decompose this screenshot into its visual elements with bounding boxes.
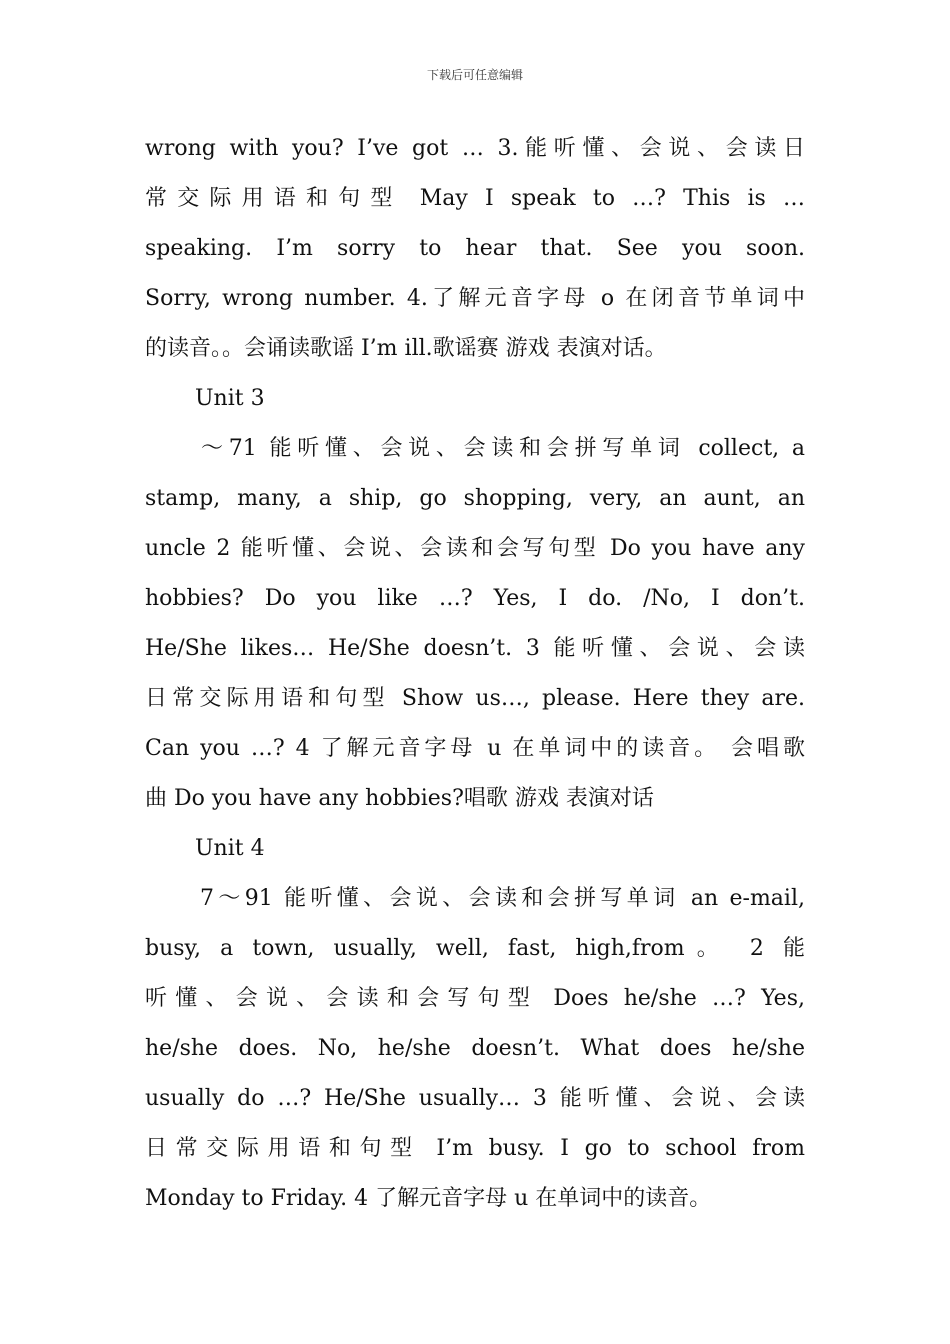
text-line: Monday to Friday. 4 了解元音字母 u 在单词中的读音。 <box>145 1186 712 1211</box>
text-line: hobbies? Do you like …? Yes, I do. /No, I don’t. <box>145 586 805 611</box>
text-line: He/She likes… He/She doesn’t. 3 能听懂、会说、会读 <box>145 636 805 661</box>
text-line: 的读音。。会诵读歌谣 I’m ill.歌谣赛 游戏 表演对话。 <box>145 336 667 361</box>
section-heading-unit-3: Unit 3 <box>195 386 265 411</box>
text-line: 曲 Do you have any hobbies?唱歌 游戏 表演对话 <box>145 786 654 811</box>
document-body <box>145 124 805 1224</box>
text-line: 日常交际用语和句型 Show us…, please. Here they are. <box>145 686 805 711</box>
text-line: 常交际用语和句型 May I speak to …? This is … <box>145 186 805 211</box>
text-line: usually do …? He/She usually… 3 能听懂、会说、会读 <box>145 1086 805 1111</box>
text-line: 听懂、会说、会读和会写句型 Does he/she …? Yes, <box>145 986 805 1011</box>
text-line: Can you …? 4 了解元音字母 u 在单词中的读音。 会唱歌 <box>145 736 805 761</box>
page-header: 下载后可任意编辑 <box>426 68 523 82</box>
text-line: uncle 2 能听懂、会说、会读和会写句型 Do you have any <box>145 536 805 561</box>
section-heading-unit-4: Unit 4 <box>195 836 265 861</box>
text-line: stamp, many, a ship, go shopping, very, an aunt, an <box>145 486 805 511</box>
text-line: speaking. I’m sorry to hear that. See you soon. <box>145 236 805 261</box>
text-line: he/she does. No, he/she doesn’t. What does he/she <box>145 1036 805 1061</box>
text-line: ～71 能听懂、会说、会读和会拼写单词 collect, a <box>201 436 805 461</box>
text-line: Sorry, wrong number. 4.了解元音字母 o 在闭音节单词中 <box>145 286 805 311</box>
text-line: busy, a town, usually, well, fast, high,from。 2 能 <box>145 936 805 961</box>
text-line: 日常交际用语和句型 I’m busy. I go to school from <box>145 1136 805 1161</box>
text-line: 7～91 能听懂、会说、会读和会拼写单词 an e-mail, <box>200 886 805 911</box>
text-line: wrong with you? I’ve got … 3.能听懂、会说、会读日 <box>145 136 805 161</box>
